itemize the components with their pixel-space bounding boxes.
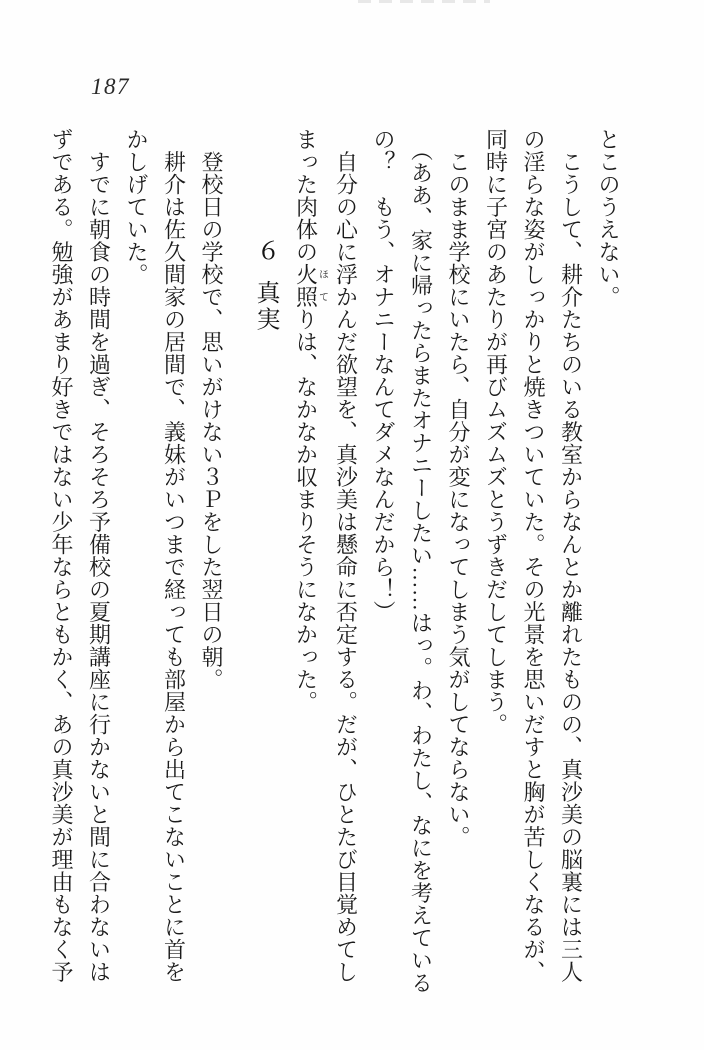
text-column: の淫らな姿がしっかりと焼きついていた。その光景を思いだすと胸が苦しくなるが、 bbox=[521, 128, 546, 983]
chapter-title: 真実 bbox=[252, 279, 278, 333]
text-column: の？ もう、オナニーなんてダメなんだから！） bbox=[371, 128, 396, 623]
furigana-reading: ほて bbox=[316, 263, 328, 308]
text-column: ずである。勉強があまり好きではない少年ならともかく、あの真沙美が理由もなく予 bbox=[49, 128, 74, 983]
text-column: 同時に子宮のあたりが再びムズムズとうずきだしてしまう。 bbox=[483, 128, 509, 736]
chapter-number: ６ bbox=[252, 238, 278, 265]
text-column bbox=[287, 128, 327, 986]
chapter-heading bbox=[244, 128, 285, 986]
text-segment: まった肉体の bbox=[293, 128, 319, 263]
cropped-header-remnant bbox=[358, 0, 490, 3]
text-column: （ああ、家に帰ったらまたオナニーしたい……はっ。わ、わたし、なにを考えている bbox=[408, 139, 434, 994]
text-column: すでに朝食の時間を過ぎ、そろそろ予備校の夏期講座に行かないと間に合わないは bbox=[86, 128, 112, 983]
vertical-text-block bbox=[43, 128, 628, 994]
text-column: 耕介は佐久間家の居間で、義妹がいつまで経っても部屋から出てこないことに首を bbox=[161, 128, 187, 983]
text-segment: りは、なかなか収まりそうになかった。 bbox=[293, 308, 319, 713]
text-column: 自分の心に浮かんだ欲望を、真沙美は懸命に否定する。だが、ひとたび目覚めてし bbox=[333, 128, 359, 983]
text-column: こうして、耕介たちのいる教室からなんとか離れたものの、真沙美の脳裏には三人 bbox=[558, 128, 584, 983]
text-column: このまま学校にいたら、自分が変になってしまう気がしてならない。 bbox=[446, 128, 471, 848]
text-column: かしげていた。 bbox=[124, 128, 149, 286]
text-column: とこのうえない。 bbox=[596, 128, 621, 308]
page-number: 187 bbox=[91, 74, 130, 99]
text-column: 登校日の学校で、思いがけない３Ｐをした翌日の朝。 bbox=[199, 128, 224, 691]
text-segment: 火照 bbox=[293, 263, 319, 308]
furigana bbox=[293, 263, 328, 308]
